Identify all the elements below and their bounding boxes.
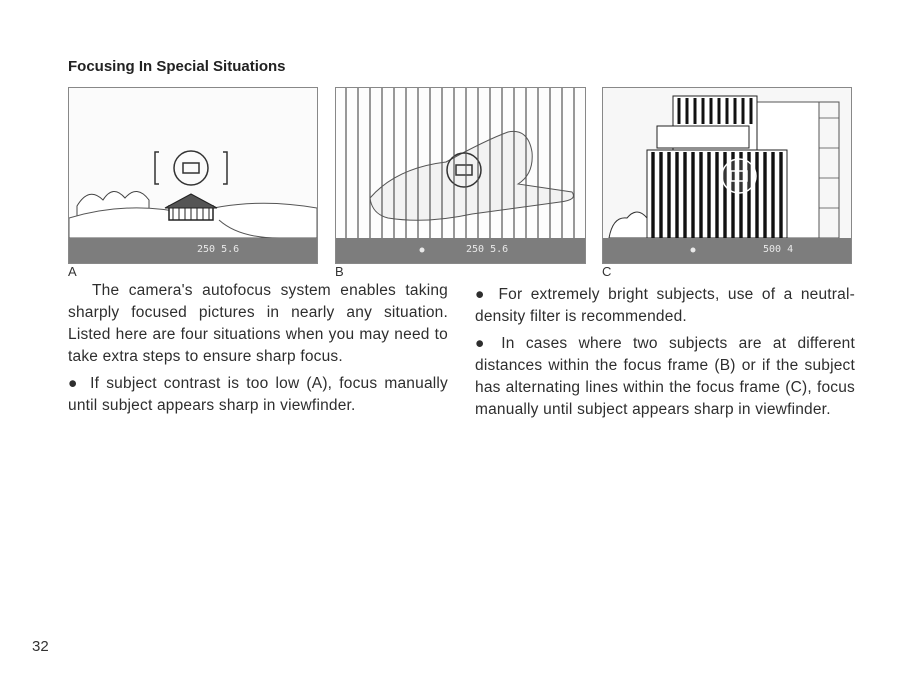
bullet-dot-icon: ●	[475, 286, 489, 303]
figure-a-label: A	[68, 264, 77, 279]
figure-a-viewfinder	[68, 87, 318, 264]
figure-c-readout: 500 4	[763, 244, 794, 255]
bullet-low-contrast	[68, 373, 448, 417]
bullet-bright-subjects	[475, 284, 855, 328]
figure-b-label: B	[335, 264, 344, 279]
bullet-text: In cases where two subjects are at different distances within the focus frame (B) or if the subject has alternating lines within the focus frame (C), focus manually until subject appears sharp in viewfinder.	[475, 335, 855, 418]
page-heading: Focusing In Special Situations	[68, 58, 286, 75]
bullet-different-distances	[475, 333, 855, 421]
left-column	[68, 280, 448, 422]
figure-a-readout: 250 5.6	[197, 244, 240, 255]
figure-b-readout: 250 5.6	[466, 244, 509, 255]
right-column	[475, 284, 855, 426]
page-number: 32	[32, 638, 49, 655]
intro-paragraph: The camera's autofocus system enables taking sharply focused pictures in nearly any situation. Listed here are four situations when you may need to take extra steps to ensure sharp focus.	[68, 282, 448, 365]
bullet-text: If subject contrast is too low (A), focus manually until subject appears sharp in viewfinder.	[68, 375, 449, 414]
bullet-dot-icon: ●	[68, 375, 81, 392]
bullet-dot-icon: ●	[475, 335, 492, 352]
figure-c-label: C	[602, 264, 612, 279]
bullet-text: For extremely bright subjects, use of a neutral-density filter is recommended.	[475, 286, 855, 325]
figure-b-viewfinder	[335, 87, 586, 264]
figure-c-viewfinder	[602, 87, 852, 264]
